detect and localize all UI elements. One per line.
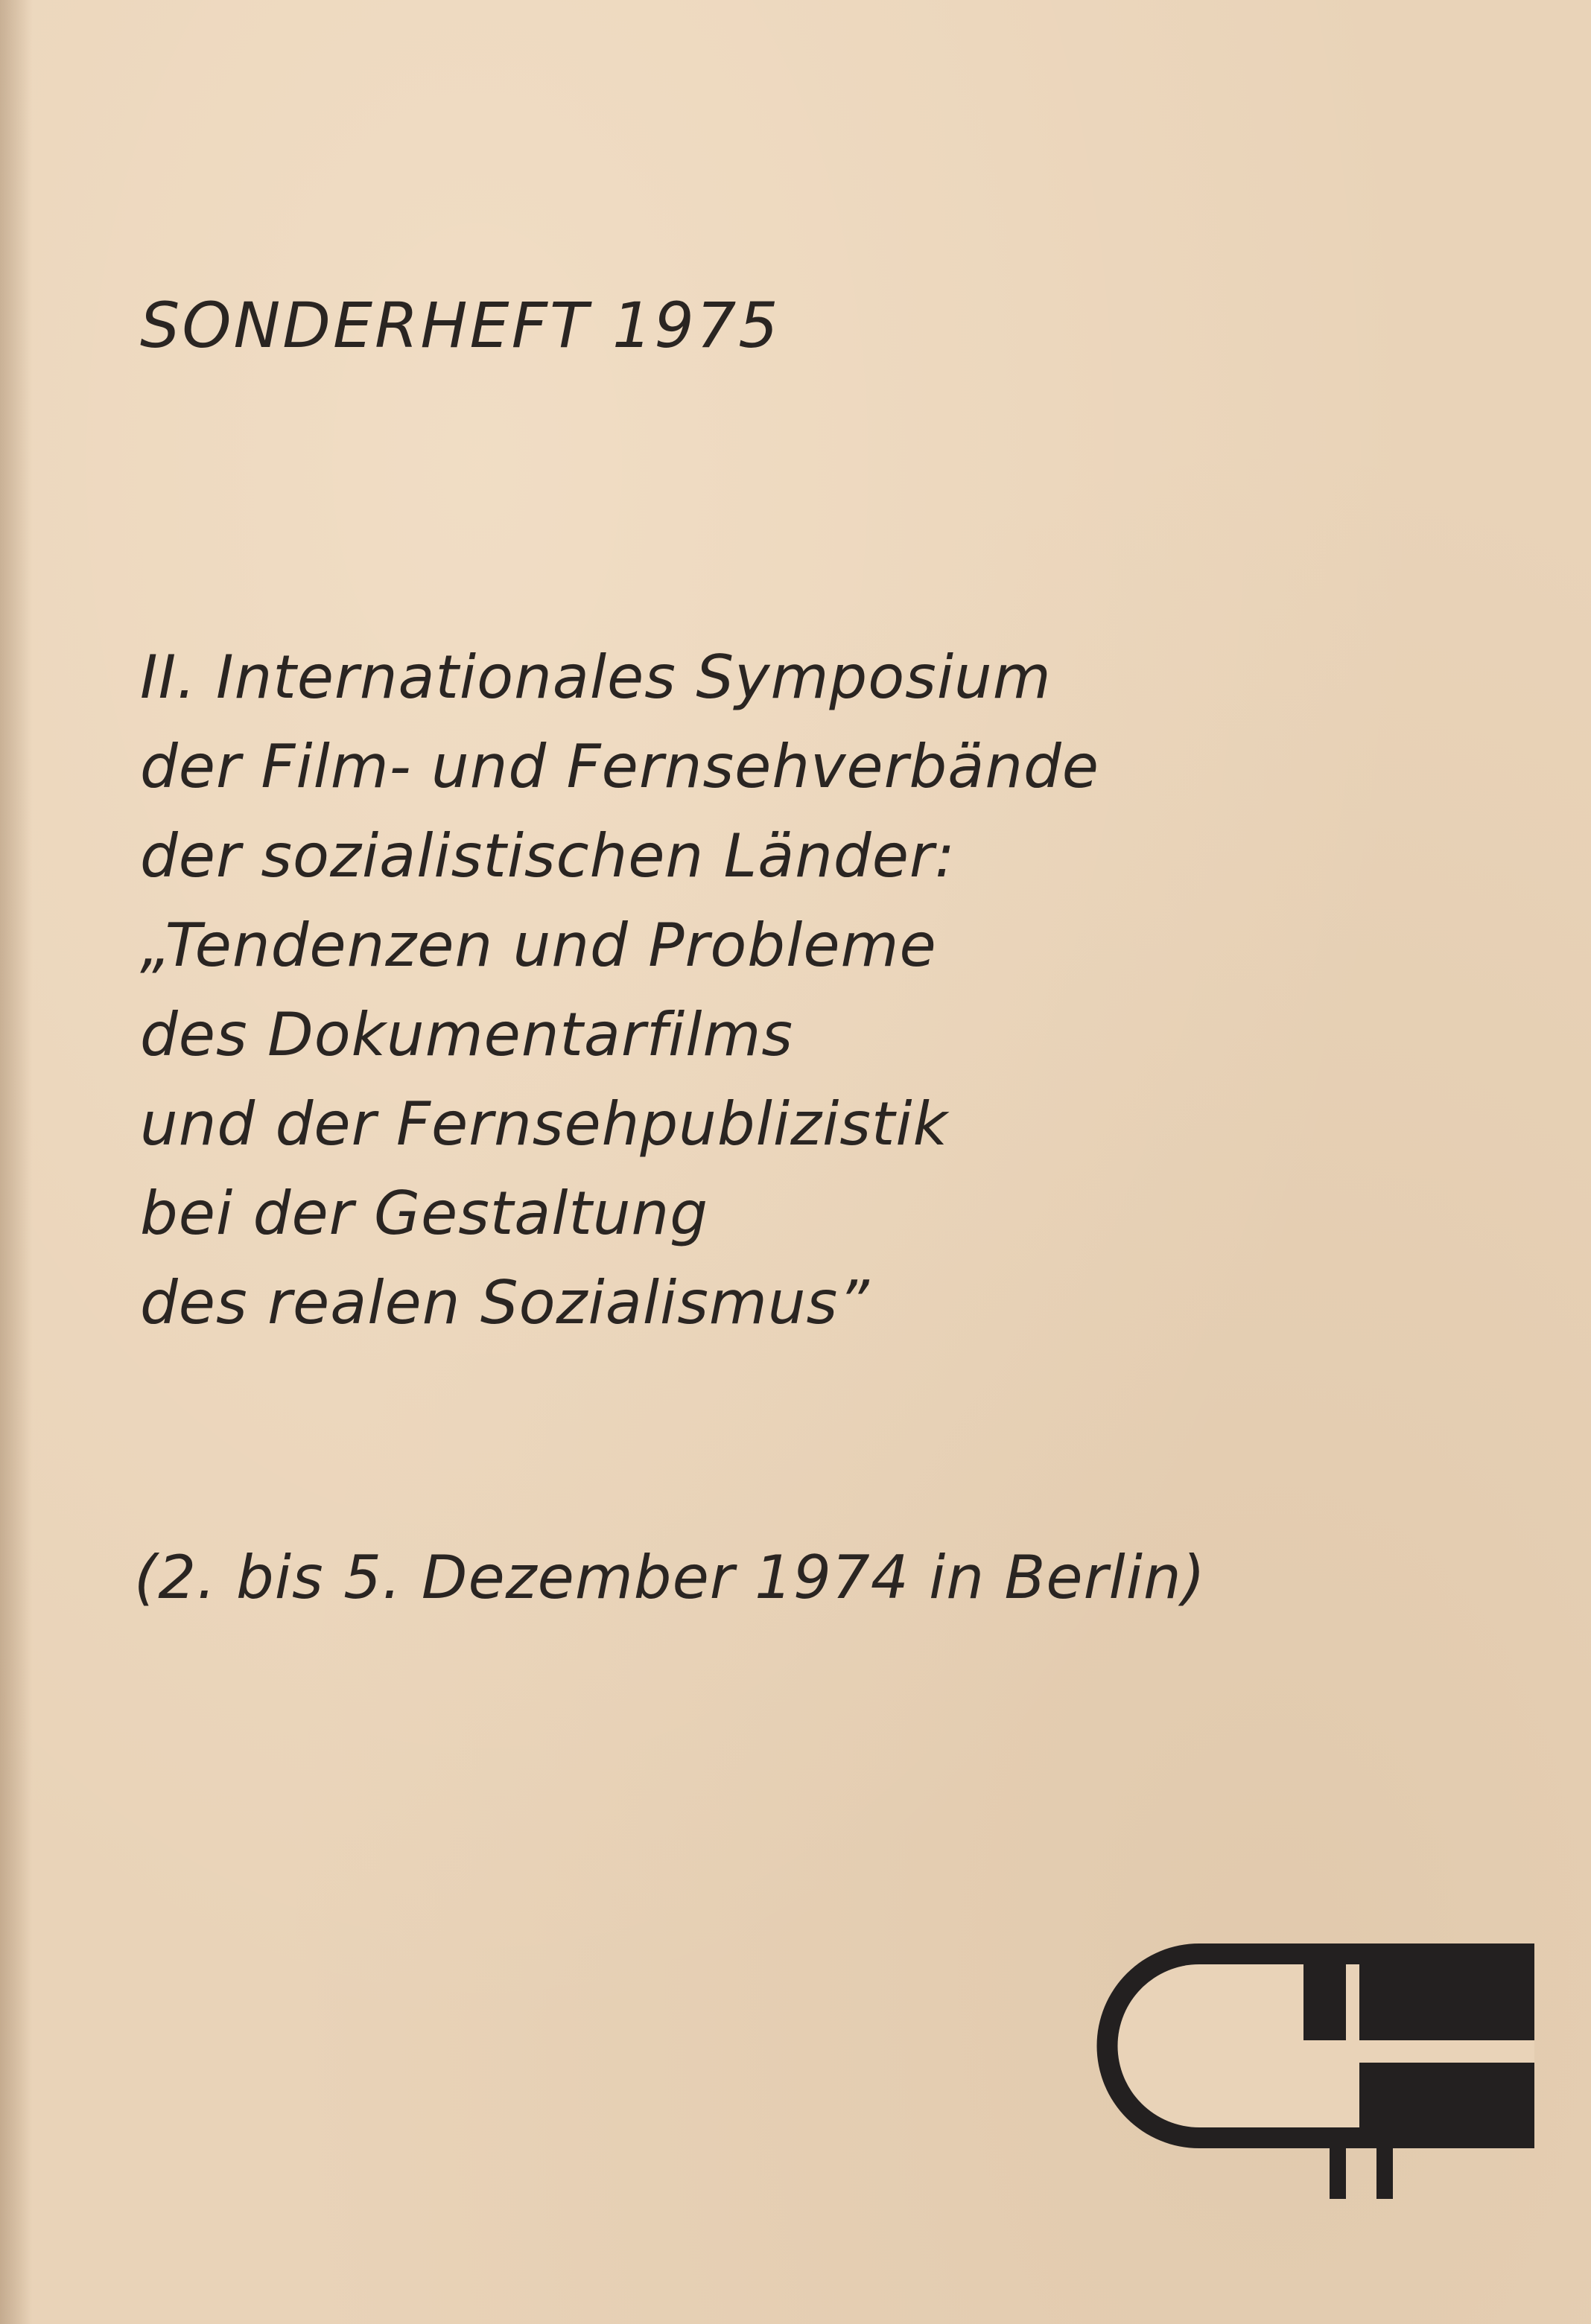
title-line-5: des Dokumentarfilms <box>140 1000 794 1069</box>
title-line-2: der Film- und Fernsehverbände <box>140 732 1100 801</box>
event-date-line: (2. bis 5. Dezember 1974 in Berlin) <box>134 1543 1206 1612</box>
logo-inner-circle <box>1118 1964 1304 2127</box>
title-line-4: „Tendenzen und Probleme <box>140 911 937 980</box>
title-line-3: der sozialistischen Länder: <box>140 821 956 891</box>
symposium-title <box>140 633 1099 1348</box>
logo-gap-right <box>1346 2063 1359 2127</box>
title-line-8: des realen Sozialismus” <box>140 1268 870 1337</box>
logo-leg-left <box>1330 2148 1346 2199</box>
title-line-1: II. Internationales Symposium <box>140 643 1052 712</box>
logo-leg-right <box>1376 2148 1393 2199</box>
spine-edge-shadow <box>0 0 33 2324</box>
title-line-6: und der Fernsehpublizistik <box>140 1089 948 1159</box>
logo-gap-left <box>1346 1964 1359 2040</box>
logo-gap-bottom <box>1303 2063 1346 2127</box>
special-issue-heading: SONDERHEFT 1975 <box>140 289 781 362</box>
film-television-association-logo-icon <box>1080 1929 1542 2204</box>
title-line-7: bei der Gestaltung <box>140 1179 709 1248</box>
logo-stripe <box>1303 2040 1534 2063</box>
